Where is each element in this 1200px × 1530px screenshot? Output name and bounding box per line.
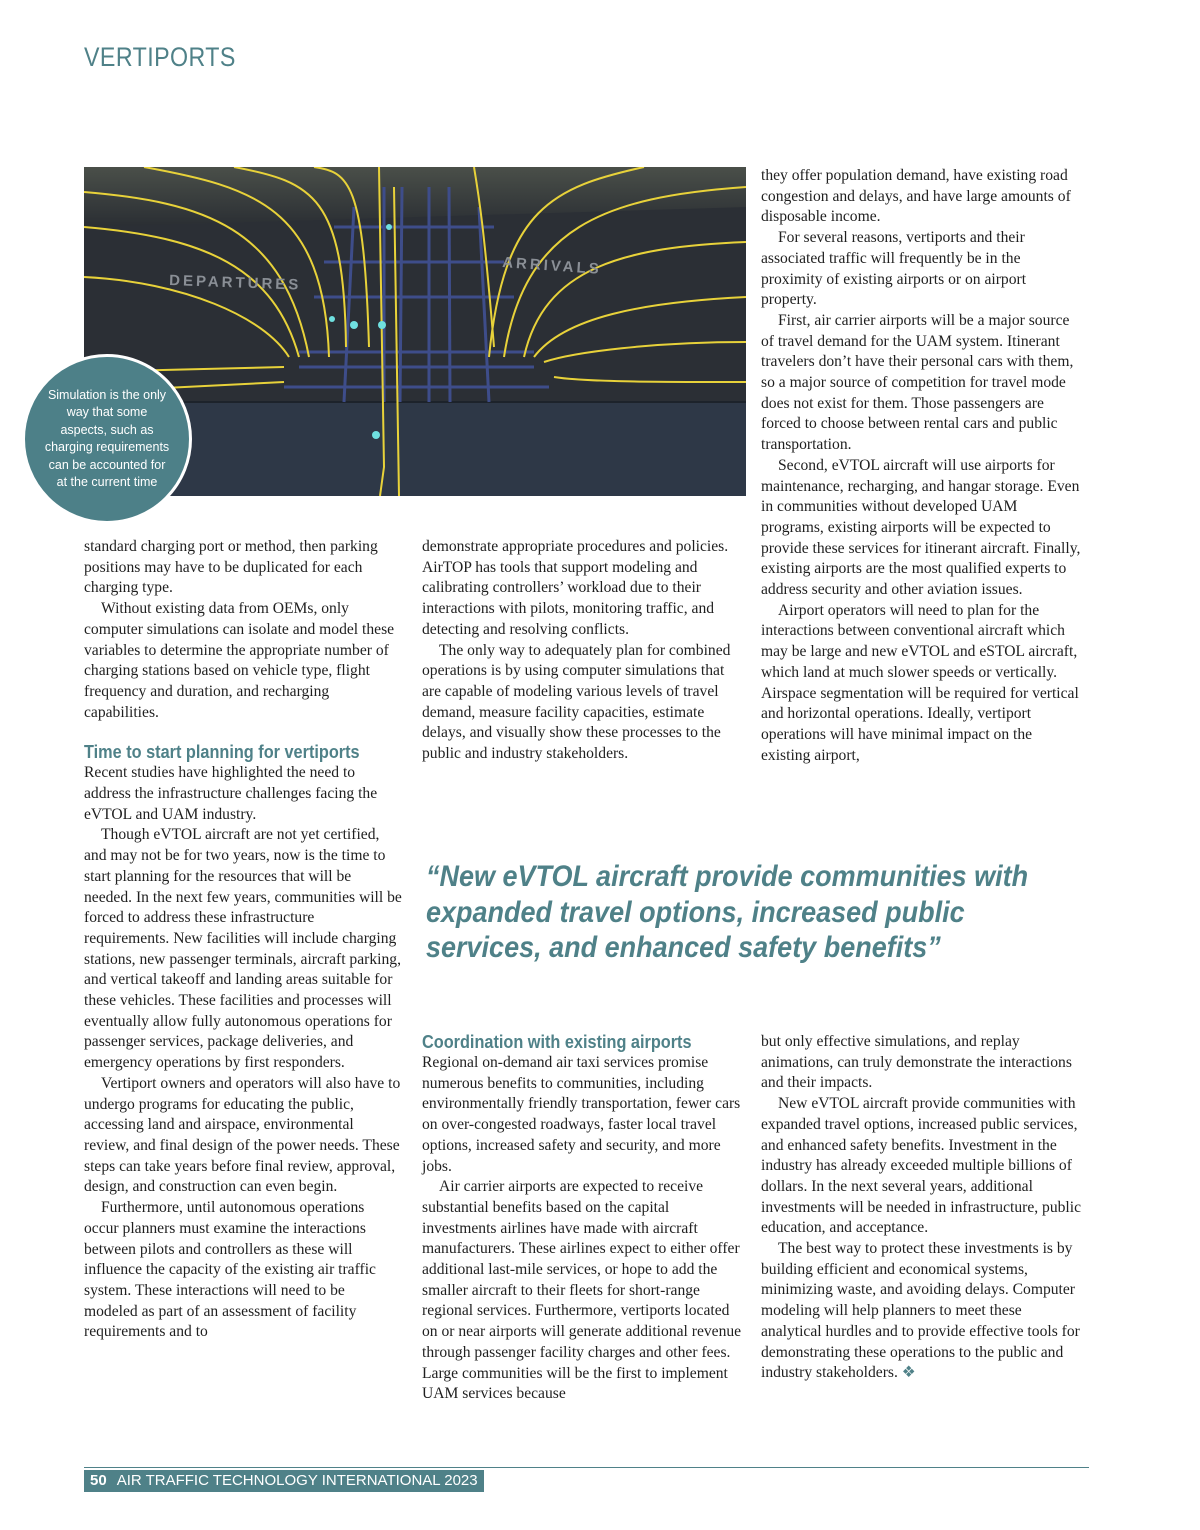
column-3-top: [761, 166, 1081, 766]
publication-name: AIR TRAFFIC TECHNOLOGY INTERNATIONAL 2023: [116, 1472, 478, 1489]
page-number: 50: [90, 1472, 107, 1489]
paragraph: but only effective simulations, and replay animations, can truly demonstrate the interactions and their impacts.: [761, 1033, 1072, 1092]
paragraph-text: The best way to protect these investments is by building efficient and economical systems, minimizing waste, and avoiding delays. Computer modeling will help planners to meet these analytical hurdles and to provide effective tools for demonstrating these operations to the public and industry stakeholders.: [761, 1240, 1080, 1382]
paragraph: For several reasons, vertiports and their associated traffic will frequently be in the proximity of existing airports or on airport property.: [761, 229, 1027, 309]
paragraph: standard charging port or method, then parking positions may have to be duplicated for each charging type.: [84, 538, 378, 597]
paragraph: demonstrate appropriate procedures and policies. AirTOP has tools that support modeling and calibrating controllers’ workload due to their interactions with pilots, monitoring traffic, and detecting and resolving conflicts.: [422, 538, 729, 638]
footer-rule: [84, 1467, 1089, 1468]
paragraph: Though eVTOL aircraft are not yet certified, and may not be for two years, now is the time to start planning for the resources that will be needed. In the next few years, communities will be forced to address these infrastructure requirements. New facilities will include charging stations, new passenger terminals, aircraft parking, and vertical takeoff and landing areas suitable for these vehicles. These facilities and processes will eventually allow fully autonomous operations for passenger services, package deliveries, and emergency operations by first responders.: [84, 826, 402, 1072]
paragraph: [761, 1239, 1081, 1384]
paragraph: they offer population demand, have existing road congestion and delays, and have large amounts of disposable income.: [761, 167, 1071, 226]
column-2-bottom: [422, 1031, 742, 1405]
pull-quote: “New eVTOL aircraft provide communities with expanded travel options, increased public services, and enhanced safety benefits”: [426, 860, 1029, 964]
paragraph: The only way to adequately plan for combined operations is by using computer simulations that are capable of modeling various levels of travel demand, measure facility capacities, estimate delays, and visually show these processes to the public and industry stakeholders.: [422, 641, 731, 763]
paragraph: First, air carrier airports will be a major source of travel demand for the UAM system. Itinerant travelers don’t have their personal cars with them, so a major source of competition for travel mode does not exist for them. Those passengers are forced to choose between rental cars and public transportation.: [761, 311, 1074, 454]
paragraph: Airport operators will need to plan for the interactions between conventional aircraft which may be large and new eVTOL and eSTOL aircraft, which land at much slower speeds or vertically. Airspace segmentation will be required for vertical and horizontal operations. Ideally, vertiport operations will have minimal impact on the existing airport,: [761, 601, 1079, 764]
page-footer: [84, 1470, 484, 1492]
subheading-coordination: Coordination with existing airports: [422, 1031, 692, 1052]
column-2-top: [422, 537, 742, 765]
column-3-bottom: [761, 1032, 1081, 1384]
paragraph: Air carrier airports are expected to receive substantial benefits based on the capital investments airlines have made with aircraft manufacturers. These airlines expect to either offer additional last-mile services, or hope to add the smaller aircraft to their fleets for short-range regional services. Furthermore, vertiports located on or near airports will generate additional revenue through passenger facility charges and other fees. Large communities will be the first to implement UAM services because: [422, 1178, 742, 1403]
end-mark-icon: ❖: [901, 1364, 916, 1382]
arrivals-label: ARRIVALS: [501, 254, 603, 278]
section-label: VERTIPORTS: [84, 42, 236, 72]
caption-text: Simulation is the only way that some aspects, such as charging requirements can be accounted for at the current time: [44, 387, 170, 489]
column-1: [84, 537, 402, 1343]
image-caption: [22, 354, 192, 524]
paragraph: Without existing data from OEMs, only computer simulations can isolate and model these variables to determine the appropriate number of charging stations based on vehicle type, flight frequency and duration, and recharging capabilities.: [84, 600, 395, 721]
paragraph: Recent studies have highlighted the need to address the infrastructure challenges facing the eVTOL and UAM industry.: [84, 764, 378, 823]
subheading-planning: Time to start planning for vertiports: [84, 741, 360, 763]
departures-label: DEPARTURES: [168, 272, 302, 294]
paragraph: Regional on-demand air taxi services promise numerous benefits to communities, including environmentally friendly transportation, fewer cars on over-congested roadways, faster local travel options, increased safety and security, and more jobs.: [422, 1054, 741, 1175]
paragraph: Second, eVTOL aircraft will use airports for maintenance, recharging, and hangar storage. Even in communities without developed UAM programs, existing airports will be expected to provide these services for itinerant aircraft. Finally, existing airports are the most qualified experts to address security and other aviation issues.: [761, 456, 1081, 599]
paragraph: Vertiport owners and operators will also have to undergo programs for educating the public, accessing land and airspace, environmental review, and final design of the power needs. These steps can take years before final review, approval, design, and construction can even begin.: [84, 1074, 401, 1196]
paragraph: New eVTOL aircraft provide communities with expanded travel options, increased public services, and enhanced safety benefits. Investment in the industry has already exceeded multiple billions of dollars. In the next several years, additional investments will be needed in infrastructure, public education, and acceptance.: [761, 1095, 1082, 1237]
paragraph: Furthermore, until autonomous operations occur planners must examine the interactions between pilots and controllers as these will influence the capacity of the existing air traffic system. These interactions will need to be modeled as part of an assessment of facility requirements and to: [84, 1199, 376, 1341]
